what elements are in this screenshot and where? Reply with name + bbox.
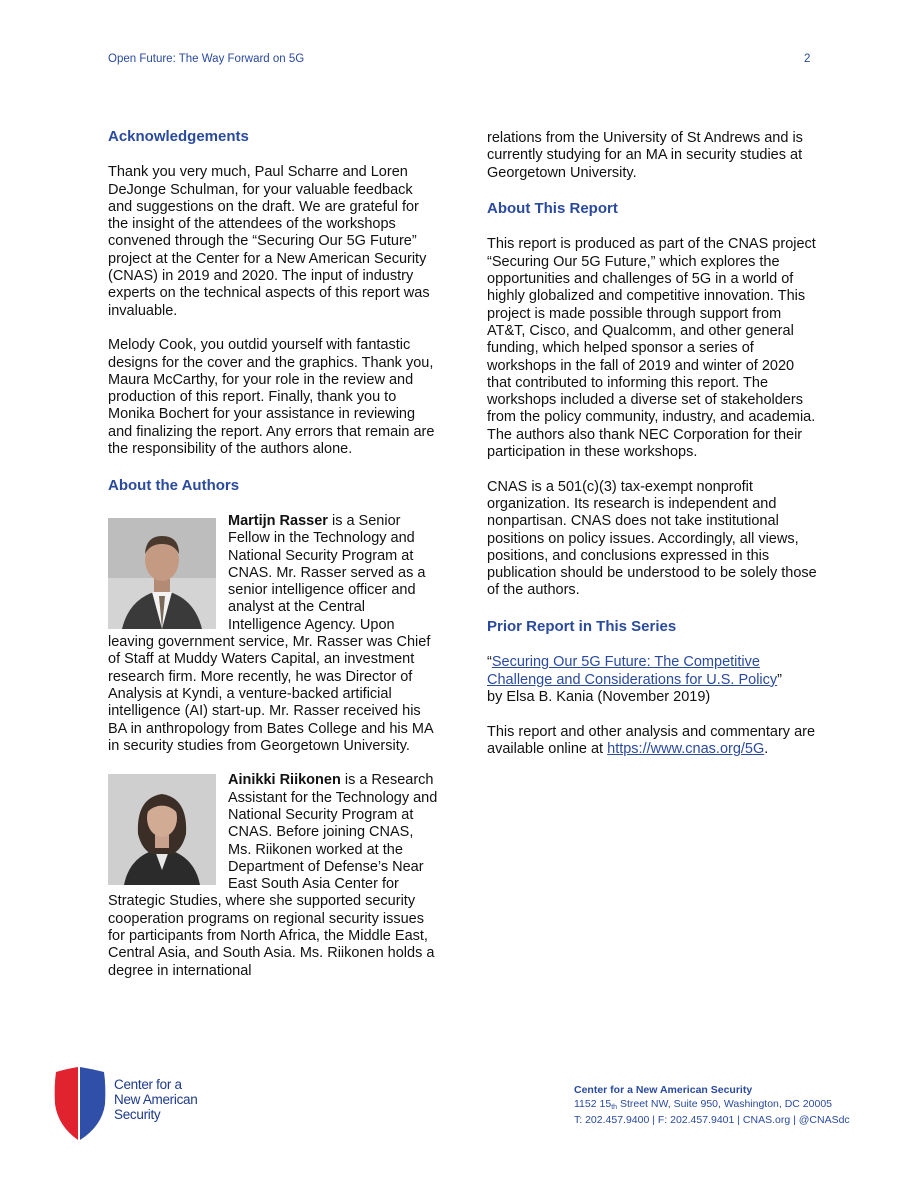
online-text: This report and other analysis and commentary are available online at (487, 723, 816, 757)
about-authors-heading: About the Authors (108, 476, 240, 494)
running-header: Open Future: The Way Forward on 5G (108, 53, 305, 65)
address-suffix: th (611, 1104, 618, 1111)
shield-icon (52, 1066, 108, 1141)
author-bio-text-rasser: is a Senior Fellow in the Technology and National Security Program at CNAS. Mr. Rasser served as a senior intelligence officer and analyst at the Central Intelligence Agency. Upon leaving government service, Mr. Rasser was Chief of Staff at Muddy Waters Capital, an investment research firm. More recently, he was Director of Analysis at Kyndi, a venture-backed artificial intelligence (AI) start-up. Mr. Rasser received his BA in anthropology from Bates College and his MA in security studies from Georgetown University. (108, 512, 433, 754)
author-riikonen (108, 772, 438, 980)
about-report-paragraph-1: This report is produced as part of the CNAS project “Securing Our 5G Future,” which explores the opportunities and challenges of 5G in a world of highly globalized and competitive innovation. This project is made possible through support from AT&T, Cisco, and Qualcomm, and other general funding, which helped sponsor a series of workshops in the fall of 2019 and winter of 2020 that contributed to informing this report. The workshops included a diverse set of stakeholders from the policy community, industry, and academia. The authors also thank NEC Corporation for their participation in these workshops. (487, 236, 816, 461)
author-bio-text-riikonen: is a Research Assistant for the Technology and National Security Program at CNAS. Before joining CNAS, Ms. Riikonen worked at the Department of Defense’s Near East South Asia Center for Strategic Studies, where she supported security cooperation programs on regional security issues for participants from North Africa, the Middle East, Central Asia, and South Asia. Ms. Riikonen holds a degree in international (108, 772, 438, 979)
quote-close: ” (777, 671, 782, 688)
footer-org-name: Center for a New American Security (574, 1084, 753, 1096)
acknowledgements-heading: Acknowledgements (108, 128, 249, 145)
prior-report-byline: by Elsa B. Kania (November 2019) (487, 688, 711, 705)
online-end: . (764, 740, 769, 757)
left-column (108, 127, 438, 980)
author-name-riikonen: Ainikki Riikonen (228, 772, 341, 789)
footer-address (574, 1097, 850, 1113)
about-report-paragraph-2: CNAS is a 501(c)(3) tax-exempt nonprofit organization. Its research is independent and nonpartisan. CNAS does not take institutional positions on policy issues. Accordingly, all views, positions, and conclusions expressed in this publication should be understood to be solely those of the authors. (487, 478, 817, 599)
author-bio-continuation: relations from the University of St Andrews and is currently studying for an MA in security studies at Georgetown University. (487, 130, 803, 181)
page-number: 2 (804, 53, 811, 65)
author-photo-rasser (108, 518, 216, 629)
author-photo-riikonen (108, 774, 216, 885)
acknowledgements-paragraph-1: Thank you very much, Paul Scharre and Loren DeJonge Schulman, for your valuable feedback and suggestions on the draft. We are grateful for the insight of the attendees of the workshops convened through the “Securing Our 5G Future” project at the Center for a New American Security (CNAS) in 2019 and 2020. The input of industry experts on the technical aspects of this report was invaluable. (108, 164, 430, 319)
prior-report-heading: Prior Report in This Series (487, 618, 677, 636)
footer-contact-line: T: 202.457.9400 | F: 202.457.9401 | CNAS.org | @CNASdc (574, 1114, 850, 1126)
logo-line-3: Security (114, 1107, 161, 1122)
address-street: Street NW, Suite 950, Washington, DC 20005 (617, 1098, 833, 1110)
prior-report-link[interactable]: Securing Our 5G Future: The Competitive Challenge and Considerations for U.S. Policy (487, 654, 778, 688)
about-report-heading: About This Report (487, 200, 618, 218)
author-name-rasser: Martijn Rasser (228, 512, 328, 529)
logo-wordmark (114, 1077, 197, 1122)
footer-contact (574, 1083, 850, 1127)
prior-report-citation (487, 654, 817, 706)
quote-open: “ (487, 654, 492, 671)
online-availability (487, 724, 817, 759)
acknowledgements-paragraph-2: Melody Cook, you outdid yourself with fantastic designs for the cover and the graphics. Thank you, Maura McCarthy, for your role in the review and production of this report. Finally, thank you to Monika Bochert for your assistance in reviewing and finalizing the report. Any errors that remain are the responsibility of the authors alone. (108, 337, 435, 458)
logo-line-1: Center for a (114, 1077, 182, 1092)
cnas-5g-link[interactable]: https://www.cnas.org/5G (607, 740, 765, 757)
author-rasser (108, 513, 438, 755)
address-number: 1152 15 (574, 1098, 612, 1110)
logo-line-2: New American (114, 1092, 198, 1107)
cnas-logo (52, 1066, 252, 1141)
right-column (487, 130, 817, 758)
